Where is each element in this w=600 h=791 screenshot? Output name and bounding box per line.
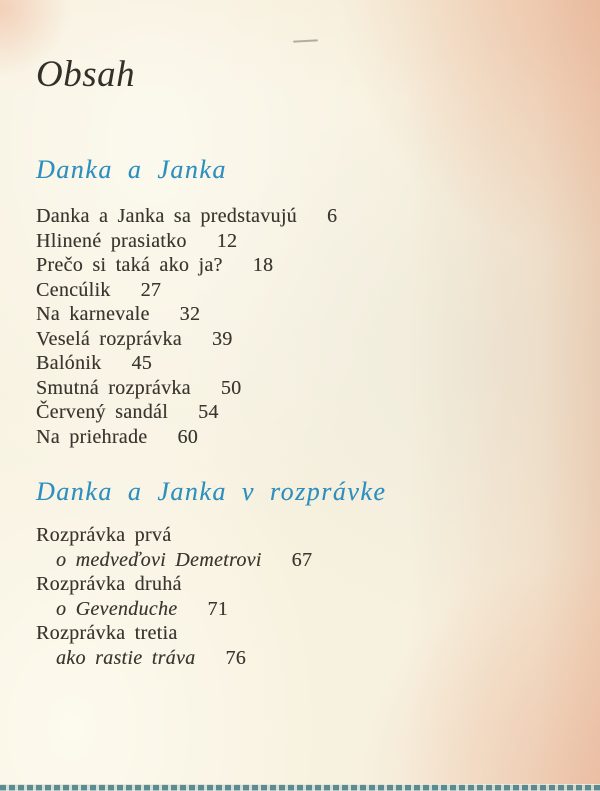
toc-entry: [36, 548, 560, 573]
entry-title: o medveďovi Demetrovi: [56, 548, 262, 571]
toc-entry: [36, 302, 560, 327]
entry-title: Smutná rozprávka: [36, 376, 191, 399]
entry-title: Hlinené prasiatko: [36, 229, 187, 252]
entry-page-number: 60: [177, 425, 199, 448]
entry-title: Rozprávka tretia: [36, 622, 178, 644]
toc-sections: [36, 155, 560, 670]
section-heading: Danka a Janka v rozprávke: [36, 477, 387, 506]
toc-section: [36, 477, 560, 670]
toc-entry: [36, 523, 560, 548]
toc-entry: [36, 229, 560, 254]
entry-title: Prečo si taká ako ja?: [36, 254, 223, 276]
entry-title: Rozprávka druhá: [36, 573, 182, 595]
entry-title: Rozprávka prvá: [36, 524, 172, 546]
entry-page-number: 18: [252, 254, 274, 276]
toc-entry: [36, 204, 560, 229]
section-heading: Danka a Janka: [36, 155, 227, 184]
toc-entry: [36, 400, 560, 425]
entry-page-number: 54: [198, 401, 219, 423]
toc-entry-list: [36, 204, 560, 449]
entry-page-number: 12: [216, 229, 238, 252]
toc-entry: [36, 376, 560, 401]
entry-page-number: 32: [179, 303, 201, 325]
toc-entry-list: [36, 523, 560, 670]
bottom-edge-strip: [0, 784, 600, 791]
toc-entry: [36, 351, 560, 376]
entry-page-number: 27: [140, 278, 162, 301]
entry-title: Na priehrade: [36, 425, 148, 448]
entry-title: ako rastie tráva: [56, 646, 196, 669]
entry-title: Balónik: [36, 352, 102, 374]
entry-page-number: 67: [291, 548, 313, 571]
toc-entry: [36, 425, 560, 450]
toc-entry: [36, 646, 560, 671]
entry-page-number: 39: [211, 327, 233, 350]
entry-page-number: 76: [225, 646, 247, 669]
entry-title: Cencúlik: [36, 278, 111, 301]
entry-title: o Gevenduche: [56, 597, 178, 620]
toc-entry: [36, 253, 560, 278]
toc-entry: [36, 621, 560, 646]
entry-page-number: 6: [326, 205, 338, 227]
entry-title: Veselá rozprávka: [36, 327, 182, 350]
paper-speck: [293, 39, 318, 42]
entry-page-number: 71: [207, 597, 229, 620]
entry-title: Na karnevale: [36, 303, 150, 325]
entry-title: Danka a Janka sa predstavujú: [36, 205, 297, 227]
toc-entry: [36, 327, 560, 352]
page-title: Obsah: [36, 54, 136, 95]
toc-entry: [36, 597, 560, 622]
toc-entry: [36, 572, 560, 597]
entry-page-number: 45: [131, 352, 153, 374]
toc-entry: [36, 278, 560, 303]
entry-page-number: 50: [220, 376, 242, 399]
toc-section: [36, 155, 560, 449]
entry-title: Červený sandál: [36, 401, 169, 423]
